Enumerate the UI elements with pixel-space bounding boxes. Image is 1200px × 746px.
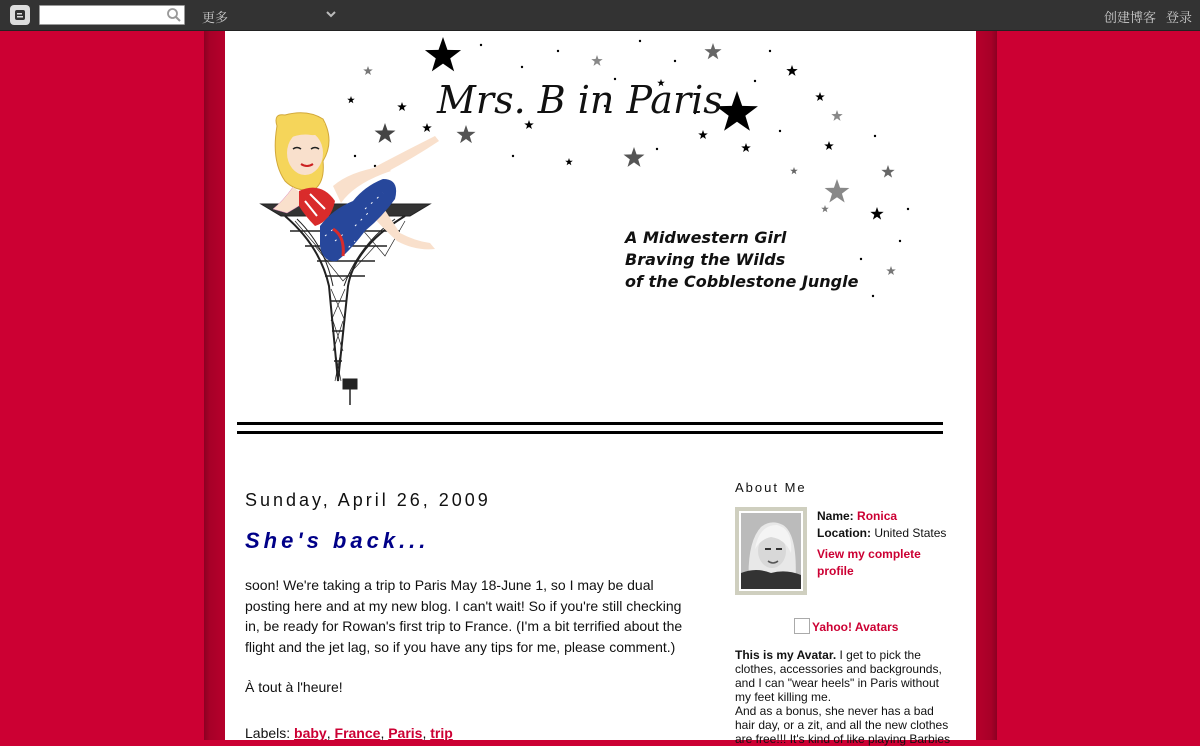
label-link-paris[interactable]: Paris (388, 725, 423, 741)
header-divider-top (237, 422, 943, 425)
yahoo-avatars-alt-text: Yahoo! Avatars (812, 620, 899, 634)
location-label: Location: (817, 525, 871, 540)
svg-text:Braving the Wilds: Braving the Wilds (625, 250, 786, 269)
broken-image-icon (794, 618, 810, 634)
woman-avatar-illustration (273, 113, 439, 261)
name-label: Name: (817, 509, 854, 523)
profile-info (817, 508, 957, 579)
avatar-description (735, 648, 953, 746)
create-blog-link[interactable]: 创建博客 (1104, 10, 1157, 25)
blogger-logo-icon[interactable] (10, 5, 30, 25)
search-input[interactable] (39, 5, 185, 25)
header-divider-bottom (237, 431, 943, 434)
profile-photo[interactable] (735, 507, 807, 595)
post-labels: Labels: baby, France, Paris, trip (245, 725, 453, 741)
post-signoff: À tout à l'heure! (245, 679, 343, 695)
blog-title: Mrs. B in Paris (437, 78, 723, 122)
avatar-text: I get to pick the clothes, accessories and backgrounds, and I can "wear heels" in Paris without my feet killing me. (735, 648, 942, 704)
blogger-navbar (0, 0, 1200, 31)
post-paragraph: soon! We're taking a trip to Paris May 18-June 1, so I may be dual posting here and at my new blog. I can't wait! So if you're still checking in, be ready for Rowan's first trip to France. (I'm a bit terrified about the flight and the jet lag, so if you have any tips for me, please comment.) (245, 577, 683, 655)
yahoo-avatars-link[interactable] (794, 618, 898, 634)
profile-name-link[interactable]: Ronica (857, 509, 898, 523)
about-me-heading: About Me (735, 480, 807, 495)
post-date: Sunday, April 26, 2009 (245, 490, 491, 510)
label-link-trip[interactable]: trip (430, 725, 453, 741)
view-profile-link[interactable]: View my complete profile (817, 547, 921, 578)
sign-in-link[interactable]: 登录 (1166, 10, 1193, 25)
label-link-france[interactable]: France (334, 725, 381, 741)
location-value: United States (874, 525, 947, 540)
post-body (245, 575, 685, 698)
profile-photo-image (741, 513, 801, 589)
blog-header-banner[interactable] (225, 31, 976, 431)
chevron-down-icon[interactable] (325, 7, 337, 21)
post-title: She's back... (245, 528, 430, 553)
blog-page (225, 31, 976, 746)
svg-text:A Midwestern Girl: A Midwestern Girl (625, 228, 787, 247)
avatar-heading: This is my Avatar. (735, 648, 837, 662)
labels-prefix: Labels: (245, 725, 291, 741)
search-icon[interactable] (165, 6, 183, 24)
avatar-text-2: And as a bonus, she never has a bad hair day, or a zit, and all the new clothes are free!!! It's kind of like playing Barbies (735, 704, 951, 746)
more-menu[interactable]: 更多 (202, 10, 229, 25)
blog-tagline (623, 228, 859, 291)
svg-text:of the Cobblestone Jungle: of the Cobblestone Jungle (625, 272, 859, 291)
label-link-baby[interactable]: baby (294, 725, 327, 741)
